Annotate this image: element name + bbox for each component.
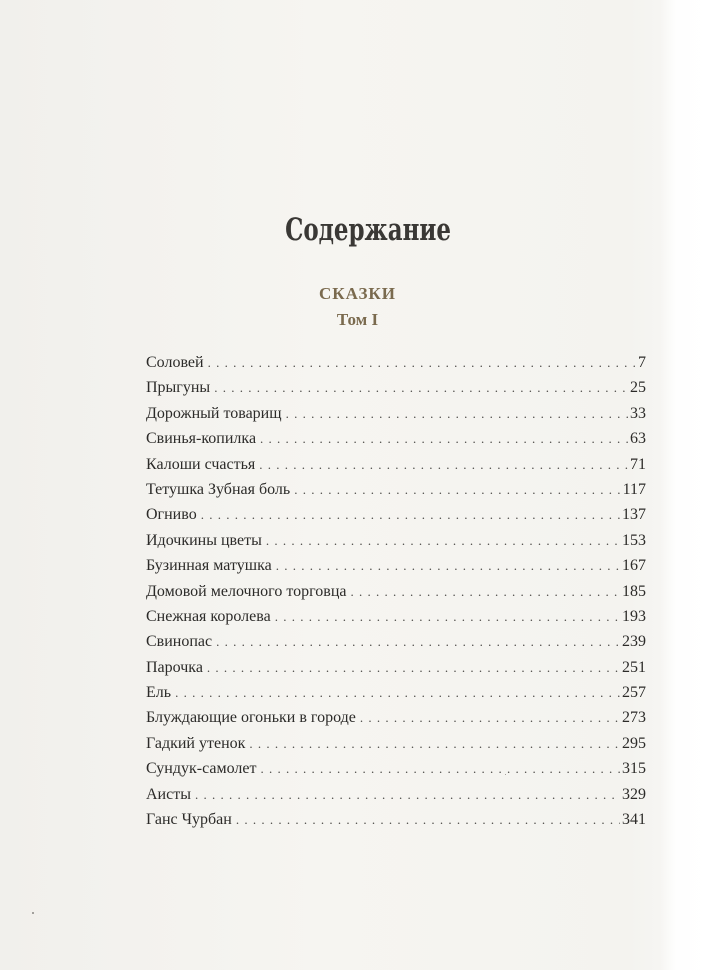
toc-entry (146, 680, 646, 705)
toc-entry-title: Аисты (146, 785, 191, 803)
toc-entry-page: 257 (622, 684, 646, 702)
toc-entry-title: Калоши счастья (146, 455, 256, 473)
toc-entry-page: 315 (622, 760, 646, 778)
toc-entry-title: Идочкины цветы (146, 531, 262, 549)
volume-heading: Том I (336, 310, 379, 329)
toc-entry-page: 341 (622, 811, 646, 829)
toc-entry-title: Соловей (146, 354, 204, 371)
toc-entry-page: 251 (622, 658, 646, 676)
toc-entry-title: Гадкий утенок (146, 734, 246, 752)
toc-entry (146, 629, 646, 654)
toc-leader-dots (350, 579, 620, 604)
toc-leader-dots (249, 731, 620, 756)
toc-entry (146, 502, 646, 527)
toc-entry (146, 756, 646, 781)
toc-entry (146, 477, 646, 502)
toc-leader-dots (276, 553, 620, 578)
toc-entry-page: 71 (630, 455, 646, 473)
toc-entry (146, 401, 646, 426)
toc-entry-title: Огниво (146, 506, 197, 524)
toc-entry-page: 117 (622, 480, 646, 498)
toc-leader-dots (260, 426, 628, 451)
toc-entry-page: 239 (622, 633, 646, 651)
toc-entry-page: 153 (622, 531, 646, 549)
toc-leader-dots (294, 477, 620, 502)
toc-leader-dots (286, 401, 628, 426)
toc-entry (146, 807, 646, 832)
toc-entry (146, 731, 646, 756)
toc-entry (146, 553, 646, 578)
toc-entry-page: 273 (622, 709, 646, 727)
toc-leader-dots (360, 705, 620, 730)
toc-entry-page: 137 (622, 506, 646, 524)
toc-entry-title: Свинья-копилка (146, 430, 257, 448)
toc-entry-title: Парочка (146, 658, 203, 676)
toc-leader-dots (207, 655, 620, 680)
toc-leader-dots (259, 452, 628, 477)
toc-entry (146, 604, 646, 629)
toc-entry-title: Тетушка Зубная боль (146, 480, 291, 498)
toc-entry-page: 63 (630, 430, 646, 448)
toc-leader-dots (266, 528, 620, 553)
table-of-contents (146, 350, 646, 832)
toc-leader-dots (216, 629, 620, 654)
toc-entry-page: 329 (622, 785, 646, 803)
toc-entry-title: Свинопас (146, 633, 213, 651)
toc-leader-dots (201, 502, 620, 527)
toc-entry (146, 782, 646, 807)
toc-leader-dots (275, 604, 620, 629)
toc-entry (146, 452, 646, 477)
toc-entry-title: Бузинная матушка (146, 557, 272, 575)
toc-entry-page: 25 (630, 379, 646, 397)
toc-entry (146, 579, 646, 604)
toc-entry-title: Домовой мелочного торговца (146, 582, 347, 600)
toc-leader-dots (175, 680, 620, 705)
toc-entry-title: Ганс Чурбан (146, 811, 232, 829)
page-title: Содержание (285, 212, 451, 248)
toc-entry (146, 655, 646, 680)
toc-leader-dots (195, 782, 620, 807)
paper-speck (32, 912, 34, 914)
toc-leader-dots (208, 350, 636, 375)
toc-entry (146, 705, 646, 730)
toc-leader-dots (260, 756, 620, 781)
page-edge-highlight (660, 0, 715, 970)
section-heading: СКАЗКИ (319, 284, 396, 303)
toc-entry-page: 167 (622, 557, 646, 575)
toc-entry (146, 528, 646, 553)
toc-entry-title: Ель (146, 684, 172, 702)
toc-entry-page: 295 (622, 734, 646, 752)
toc-entry-title: Снежная королева (146, 607, 271, 625)
toc-entry-page: 7 (638, 354, 646, 371)
toc-entry (146, 426, 646, 451)
toc-entry (146, 375, 646, 400)
toc-entry-page: 33 (630, 404, 646, 422)
paper-speck (505, 774, 506, 775)
toc-entry-title: Прыгуны (146, 379, 211, 397)
toc-leader-dots (236, 807, 620, 832)
toc-entry-title: Дорожный товарищ (146, 404, 282, 422)
toc-entry-title: Блуждающие огоньки в городе (146, 709, 356, 727)
toc-leader-dots (214, 375, 628, 400)
toc-entry-page: 193 (622, 607, 646, 625)
toc-entry-title: Сундук-самолет (146, 760, 257, 778)
toc-entry (146, 350, 646, 375)
toc-entry-page: 185 (622, 582, 646, 600)
